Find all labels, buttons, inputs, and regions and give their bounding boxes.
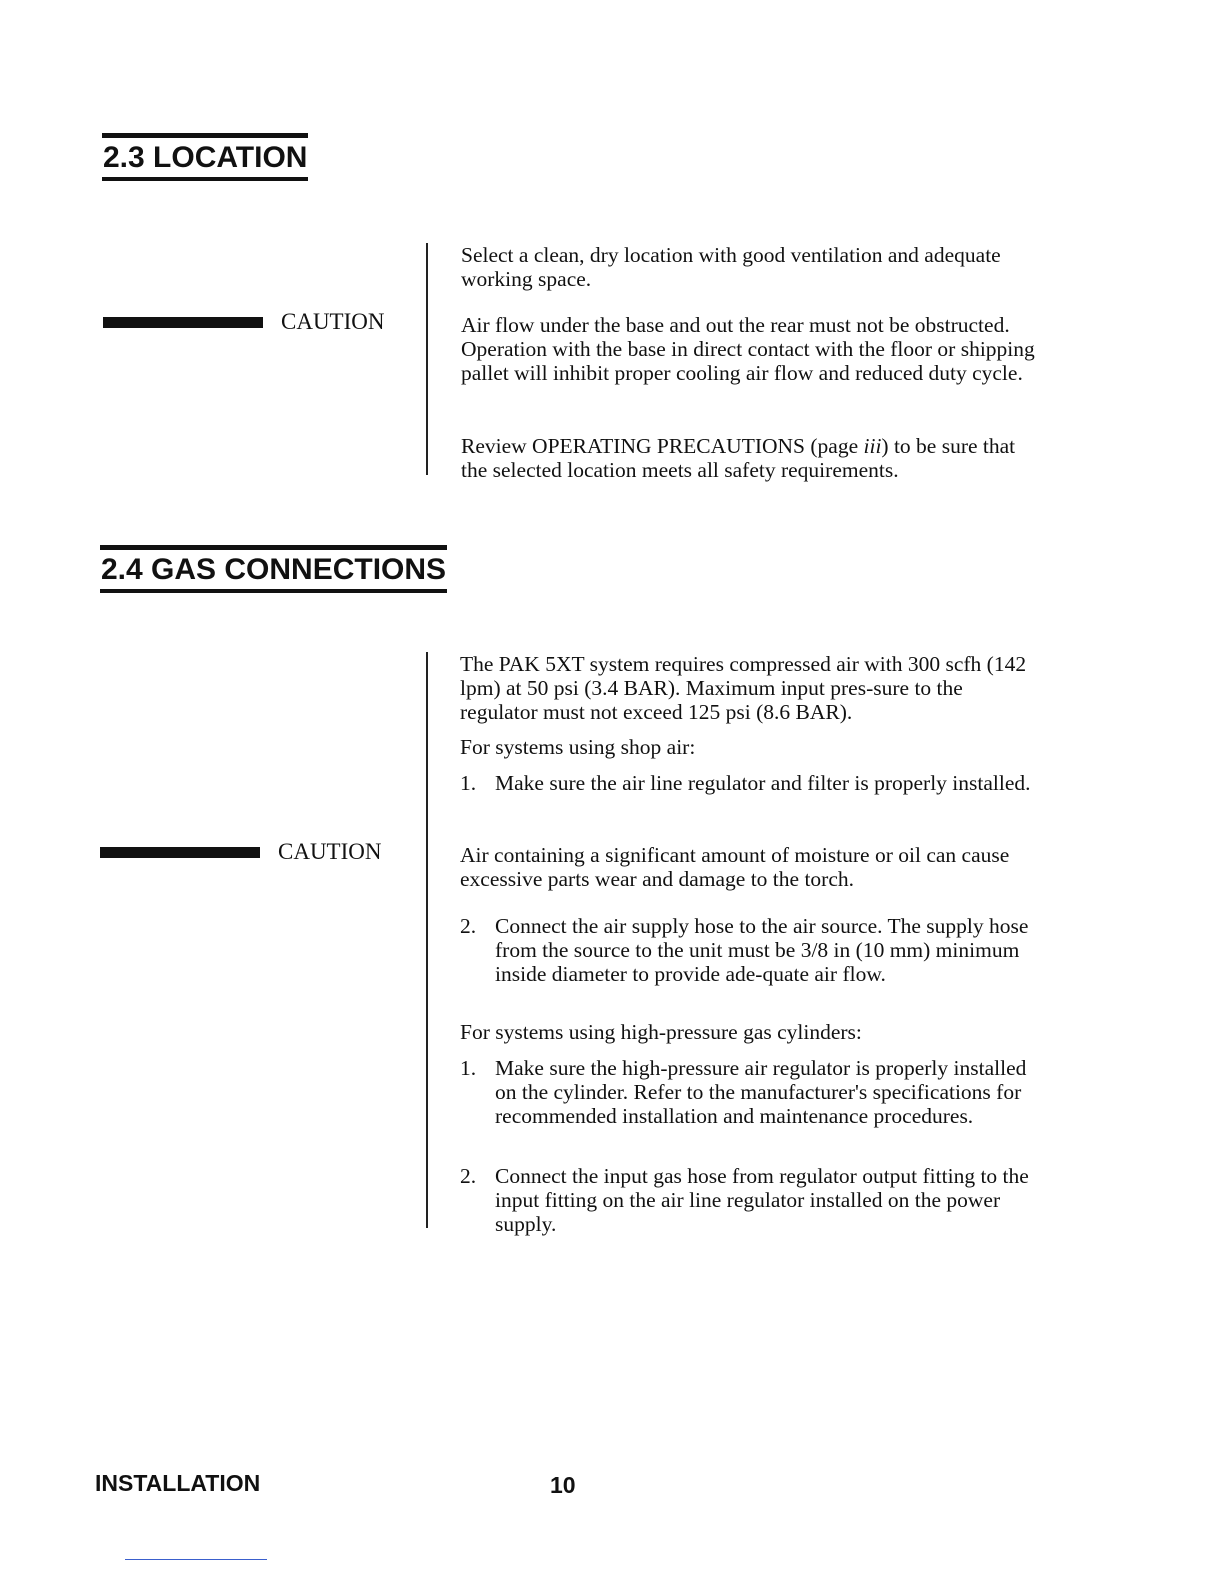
step-text: Make sure the high-pressure air regulator is properly installed on the cylinder. Refer to the manufacturer's specifications for recommended installation and maintenance procedures. bbox=[495, 1056, 1027, 1128]
section-heading-location: 2.3 LOCATION bbox=[102, 133, 308, 181]
footer-section-name: INSTALLATION bbox=[95, 1470, 261, 1496]
location-intro-paragraph: Select a clean, dry location with good ventilation and adequate working space. bbox=[461, 243, 1001, 291]
review-page-reference: iii bbox=[863, 434, 882, 458]
step-number: 2. bbox=[460, 914, 477, 938]
caution-bar bbox=[103, 317, 263, 328]
step-text: Make sure the air line regulator and filter is properly installed. bbox=[495, 771, 1031, 795]
step-number: 1. bbox=[460, 771, 477, 795]
caution-marker-location bbox=[103, 310, 403, 334]
step-text: Connect the input gas hose from regulator output fitting to the input fitting on the air line regulator installed on the power supply. bbox=[495, 1164, 1029, 1236]
review-text-end: ) to be sure that the selected location meets all safety requirements. bbox=[461, 434, 1016, 482]
gas-caution-paragraph: Air containing a significant amount of moisture or oil can cause excessive parts wear and damage to the torch. bbox=[460, 843, 1010, 891]
margin-rule-location bbox=[426, 243, 428, 475]
gas-intro-paragraph: The PAK 5XT system requires compressed air with 300 scfh (142 lpm) at 50 psi (3.4 BAR). Maximum input pres-sure to the regulator must not exceed 125 psi (8.6 BAR). bbox=[460, 652, 1027, 724]
caution-bar bbox=[100, 847, 260, 858]
location-caution-paragraph: Air flow under the base and out the rear must not be obstructed. Operation with the base in direct contact with the floor or shipping pallet will inhibit proper cooling air flow and reduced duty cycle. bbox=[461, 313, 1035, 385]
step-number: 2. bbox=[460, 1164, 477, 1188]
step-number: 1. bbox=[460, 1056, 477, 1080]
cylinder-intro: For systems using high-pressure gas cylinders: bbox=[460, 1020, 862, 1044]
page-number: 10 bbox=[550, 1472, 576, 1498]
caution-label: CAUTION bbox=[281, 309, 385, 334]
margin-rule-gas-connections bbox=[426, 652, 428, 1228]
shop-air-intro: For systems using shop air: bbox=[460, 735, 696, 759]
caution-label: CAUTION bbox=[278, 839, 382, 864]
section-heading-gas-connections: 2.4 GAS CONNECTIONS bbox=[100, 545, 447, 593]
location-review-paragraph bbox=[461, 434, 1041, 482]
scan-artifact-line bbox=[125, 1559, 267, 1560]
caution-marker-gas bbox=[100, 840, 400, 864]
review-text-start: Review OPERATING PRECAUTIONS (page bbox=[461, 434, 864, 458]
step-text: Connect the air supply hose to the air source. The supply hose from the source to the unit must be 3/8 in (10 mm) minimum inside diameter to provide ade-quate air flow. bbox=[495, 914, 1029, 986]
